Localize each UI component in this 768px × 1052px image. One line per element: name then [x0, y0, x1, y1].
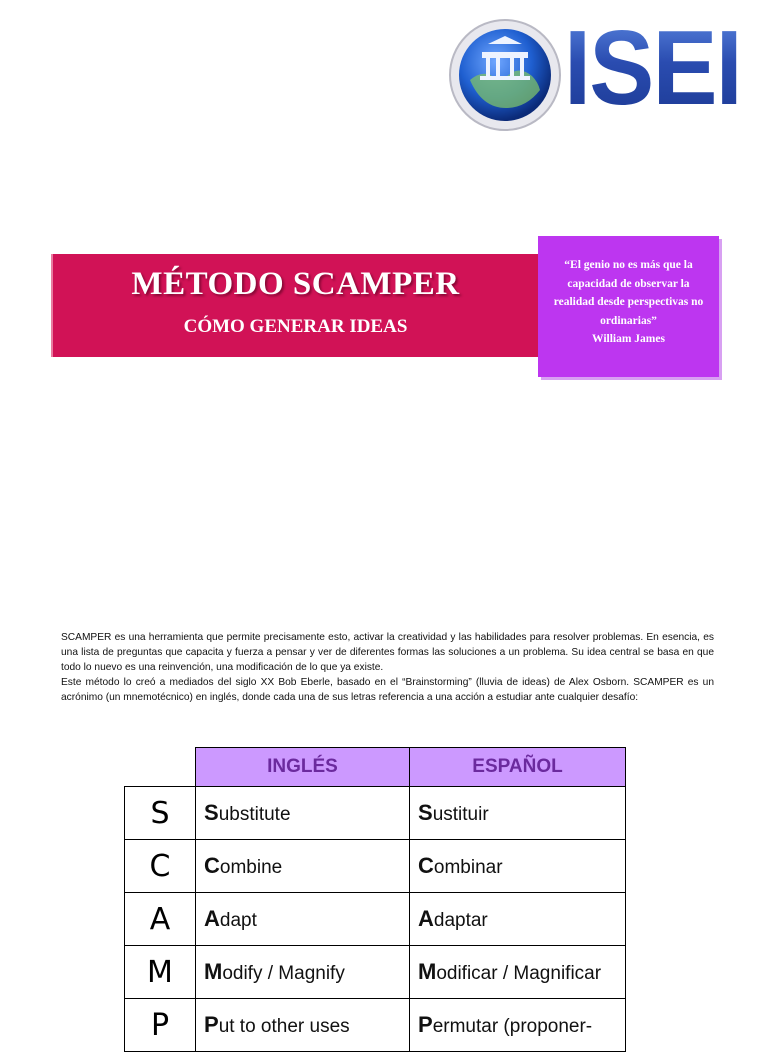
spanish-cell	[410, 787, 626, 840]
row-letter-cell	[125, 946, 196, 999]
english-rest: ubstitute	[218, 804, 291, 825]
english-rest: odify / Magnify	[222, 963, 345, 984]
row-letter-cell	[125, 893, 196, 946]
table-row	[125, 893, 626, 946]
quote-box	[538, 236, 719, 377]
spanish-cell	[410, 946, 626, 999]
intro-paragraph-1: SCAMPER es una herramienta que permite precisamente esto, activar la creatividad y las habilidades para resolver problemas. En esencia, es una lista de preguntas que capacita y fuerza a pensar y ver de diferentes formas las soluciones a un problema. Su idea central se basa en que todo lo nuevo es una reinvención, una modificación de lo que ya existe.	[61, 632, 714, 673]
table-row	[125, 787, 626, 840]
english-initial: S	[204, 800, 219, 825]
table-corner	[125, 748, 196, 787]
spanish-initial: S	[418, 800, 433, 825]
english-rest: ut to other uses	[218, 1016, 350, 1037]
english-cell	[196, 787, 410, 840]
english-cell	[196, 893, 410, 946]
english-initial: C	[204, 853, 220, 878]
row-letter: C	[149, 848, 171, 884]
table-header-row	[125, 748, 626, 787]
english-cell	[196, 999, 410, 1052]
spanish-rest: ombinar	[433, 857, 503, 878]
isei-logo	[446, 9, 752, 127]
spanish-rest: daptar	[433, 910, 488, 931]
header-spanish: ESPAÑOL	[410, 748, 626, 787]
english-initial: M	[204, 959, 223, 984]
spanish-initial: A	[418, 906, 434, 931]
spanish-initial: C	[418, 853, 434, 878]
row-letter-cell	[125, 999, 196, 1052]
row-letter: A	[149, 901, 171, 937]
english-initial: P	[204, 1012, 219, 1037]
row-letter: M	[147, 954, 173, 990]
quote-author: William James	[592, 333, 665, 345]
spanish-initial: M	[418, 959, 437, 984]
row-letter-cell	[125, 840, 196, 893]
spanish-initial: P	[418, 1012, 433, 1037]
english-rest: dapt	[219, 910, 257, 931]
english-initial: A	[204, 906, 220, 931]
globe-seal-icon	[448, 18, 562, 132]
english-rest: ombine	[219, 857, 283, 878]
english-cell	[196, 840, 410, 893]
spanish-cell	[410, 999, 626, 1052]
table-row	[125, 840, 626, 893]
document-subtitle: CÓMO GENERAR IDEAS	[183, 316, 408, 337]
header-english: INGLÉS	[196, 748, 410, 787]
intro-paragraph-2: Este método lo creó a mediados del siglo XX Bob Eberle, basado en el “Brainstorming” (lluvia de ideas) de Alex Osborn. SCAMPER es un acrónimo (un mnemotécnico) en inglés, donde cada una de sus letras referencia a una acción a estudiar ante cualquier desafío:	[61, 677, 714, 703]
spanish-rest: ustituir	[432, 804, 489, 825]
spanish-rest: odificar / Magnificar	[436, 963, 602, 984]
table-row	[125, 946, 626, 999]
document-title: MÉTODO SCAMPER	[131, 266, 460, 302]
english-cell	[196, 946, 410, 999]
row-letter-cell	[125, 787, 196, 840]
spanish-rest: ermutar (proponer-	[432, 1016, 593, 1037]
spanish-cell	[410, 840, 626, 893]
title-band	[53, 254, 538, 357]
intro-text	[61, 630, 714, 705]
quote	[546, 256, 711, 349]
logo-wordmark: ISEI	[564, 9, 741, 127]
quote-text: “El genio no es más que la capacidad de observar la realidad desde perspectivas no ordinarias”	[553, 259, 704, 327]
row-letter: S	[150, 795, 170, 831]
table-row	[125, 999, 626, 1052]
scamper-table	[124, 747, 626, 1052]
row-letter: P	[150, 1007, 170, 1043]
spanish-cell	[410, 893, 626, 946]
